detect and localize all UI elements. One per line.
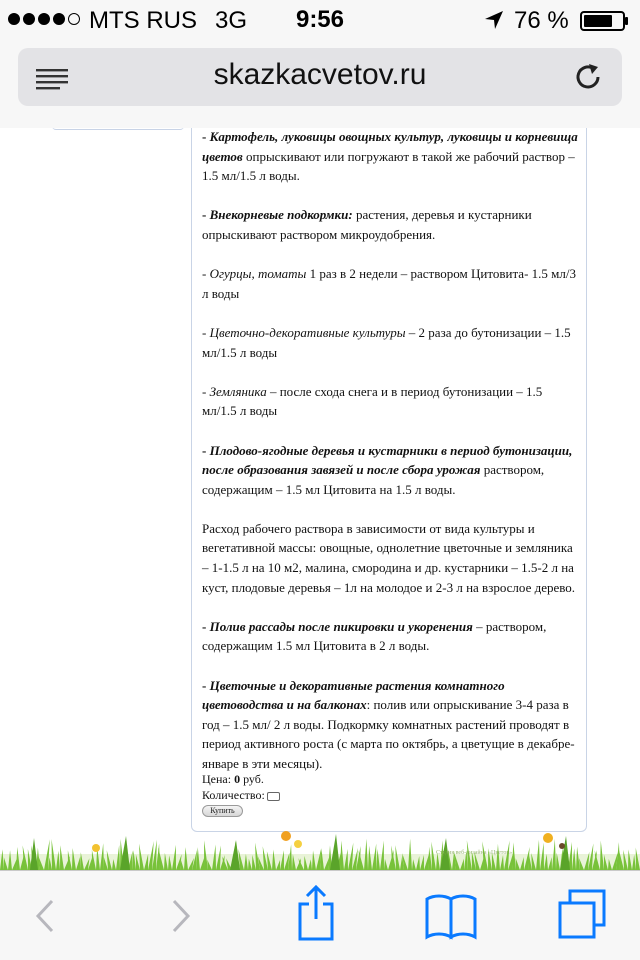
- text-run: Внекорневые подкормки:: [209, 207, 353, 223]
- text-run: -: [202, 677, 210, 693]
- article-paragraph: [202, 519, 580, 597]
- text-run: : полив или опрыскивание 3-4 раза в год – 1.5 мл/ 2 л воды. Подкормку комнатных растений проводят в период активного роста (с марта по октябрь, а цветущие в декабре-январе в эти месяцы).: [202, 697, 575, 771]
- price-currency: руб.: [243, 772, 264, 786]
- article-paragraph: [202, 323, 580, 362]
- text-run: растения, деревья и кустарники опрыскивают раствором микроудобрения.: [202, 207, 532, 242]
- battery-percent: 76 %: [514, 7, 569, 34]
- url-text[interactable]: skazkacvetov.ru: [213, 58, 427, 91]
- back-chevron-icon[interactable]: [22, 871, 66, 960]
- price-value: 0: [234, 772, 241, 786]
- text-run: -: [202, 129, 210, 144]
- article-paragraph: [202, 441, 580, 500]
- text-run: -: [202, 266, 210, 282]
- text-run: Цветочно-декоративные культуры: [209, 324, 406, 340]
- quantity-label: Количество:: [202, 788, 265, 802]
- text-run: Земляника: [209, 383, 267, 399]
- product-description-box: [191, 128, 587, 832]
- address-bar[interactable]: [18, 48, 622, 106]
- web-page: [0, 128, 640, 870]
- text-run: 1 раз в 2 недели – раствором Цитовита- 1.5 мл/3 л воды: [202, 266, 576, 301]
- product-purchase: [202, 771, 580, 803]
- quantity-input[interactable]: [267, 792, 280, 801]
- text-run: -: [202, 383, 210, 399]
- price-label: Цена:: [202, 772, 232, 786]
- clock: 9:56: [295, 6, 345, 33]
- status-bar: [0, 0, 640, 40]
- carrier-name: MTS RUS: [89, 7, 197, 34]
- footer-credit[interactable]: Студия веб-дизайна «Цветов»: [436, 850, 513, 856]
- battery-icon: [580, 11, 630, 31]
- grass-footer-decoration: [0, 824, 640, 870]
- text-run: Плодово-ягодные деревья и кустарники в период бутонизации, после образования завязей и после сбора урожая: [202, 442, 573, 478]
- bookmarks-icon[interactable]: [424, 871, 478, 960]
- article-paragraph: [202, 617, 580, 656]
- text-run: – после схода снега и в период бутонизации – 1.5 мл/1.5 л воды: [202, 383, 543, 419]
- article-paragraph: [202, 128, 580, 186]
- text-run: Цветочные и декоративные растения комнатного цветоводства и на балконах: [202, 677, 505, 713]
- tabs-icon[interactable]: [556, 871, 610, 960]
- text-run: – 2 раза до бутонизации – 1.5 мл/1.5 л воды: [202, 324, 571, 360]
- text-run: Картофель, луковицы овощных культур, луковицы и корневища цветов: [202, 129, 578, 164]
- text-run: раствором, содержащим – 1.5 мл Цитовита на 1.5 л воды.: [202, 462, 545, 497]
- quantity-row: [202, 787, 580, 803]
- tab-edge: [52, 128, 184, 130]
- text-run: – раствором, содержащим 1.5 мл Цитовита в 2 л воды.: [202, 618, 547, 654]
- network-type: 3G: [215, 7, 248, 34]
- price-row: [202, 771, 580, 787]
- flower-icon: [92, 831, 565, 852]
- text-run: опрыскивают или погружают в такой же рабочий раствор – 1.5 мл/1.5 л воды.: [202, 148, 575, 184]
- article-paragraph: [202, 676, 580, 774]
- text-run: -: [202, 207, 210, 223]
- text-run: -: [202, 324, 210, 340]
- forward-chevron-icon[interactable]: [160, 871, 204, 960]
- article-paragraph: [202, 205, 580, 244]
- location-arrow-icon: [483, 9, 505, 31]
- reload-icon[interactable]: [574, 62, 604, 92]
- buy-button[interactable]: Купить: [202, 805, 243, 817]
- text-run: Расход рабочего раствора в зависимости от вида культуры и вегетативной массы: овощные, однолетние цветочные и земляника – 1-1.5 л на 10 м2, малина, смородина и др. кустарники – 1.5-2 л на куст, плодовые деревья – 1л на молодое и 2-3 л на взрослое дерево.: [202, 520, 576, 595]
- article-paragraph: [202, 264, 580, 303]
- article-text: [202, 128, 580, 793]
- browser-address-area: [0, 40, 640, 128]
- article-paragraph: [202, 382, 580, 421]
- text-run: Полив рассады после пикировки и укоренения: [209, 618, 473, 634]
- share-icon[interactable]: [294, 871, 338, 960]
- browser-toolbar: [0, 870, 640, 960]
- text-run: -: [202, 618, 210, 634]
- text-run: Огурцы, томаты: [209, 266, 307, 282]
- text-run: -: [202, 442, 210, 458]
